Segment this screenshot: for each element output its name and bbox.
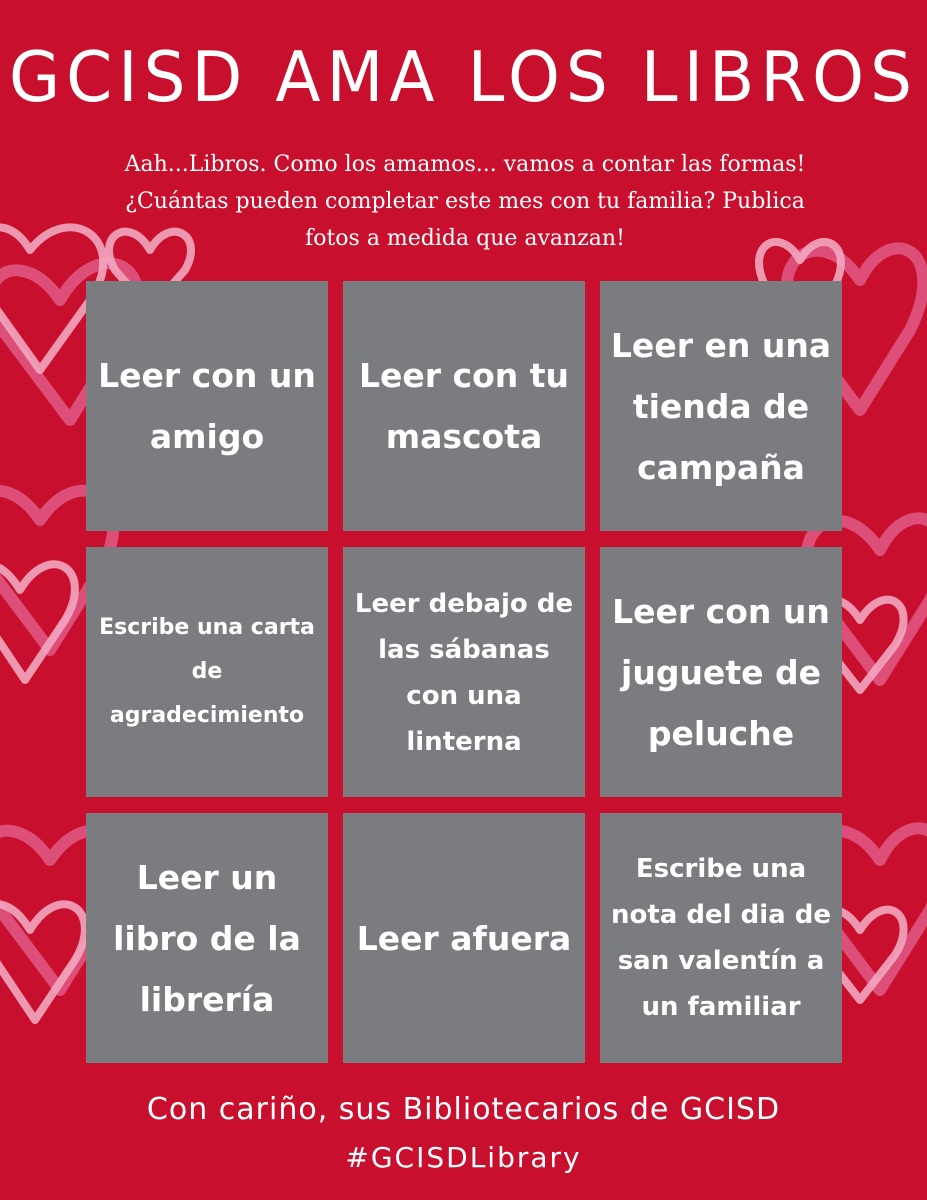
bingo-tile [600,547,842,797]
footer-hashtag: #GCISDLibrary [345,1141,582,1174]
bingo-grid [86,281,842,1064]
bingo-tile [86,547,328,797]
bingo-tile-label: Leer debajo de las sábanas con una linterna [354,589,574,757]
bingo-tile-label: Leer con tu mascota [358,356,570,456]
bingo-tile-label: Leer afuera [356,918,572,958]
heart-icon [0,564,75,680]
bingo-tile-label: Leer con un juguete de peluche [612,591,830,753]
bingo-tile-label: Leer en una tienda de campaña [610,325,832,487]
bingo-tile [600,281,842,531]
bingo-tile-label: Leer con un amigo [98,356,316,456]
bingo-tile-label: Escribe una carta de agradecimiento [99,615,315,728]
bingo-tile-label: Leer un libro de la librería [113,857,301,1019]
bingo-tile [343,813,585,1063]
bingo-tile [600,813,842,1063]
page-title: GCISD AMA LOS LIBROS [8,37,919,118]
intro-text: Aah...Libros. Como los amamos... vamos a contar las formas! ¿Cuántas pueden completar este mes con tu familia? Publica fotos a medida que avanzan! [124,152,806,251]
bingo-tile [86,813,328,1063]
bingo-tile-label: Escribe una nota del dia de san valentín a un familiar [611,854,831,1022]
bingo-tile [343,547,585,797]
footer-signature: Con cariño, sus Bibliotecarios de GCISD [146,1092,781,1127]
bingo-tile [343,281,585,531]
bingo-tile [86,281,328,531]
